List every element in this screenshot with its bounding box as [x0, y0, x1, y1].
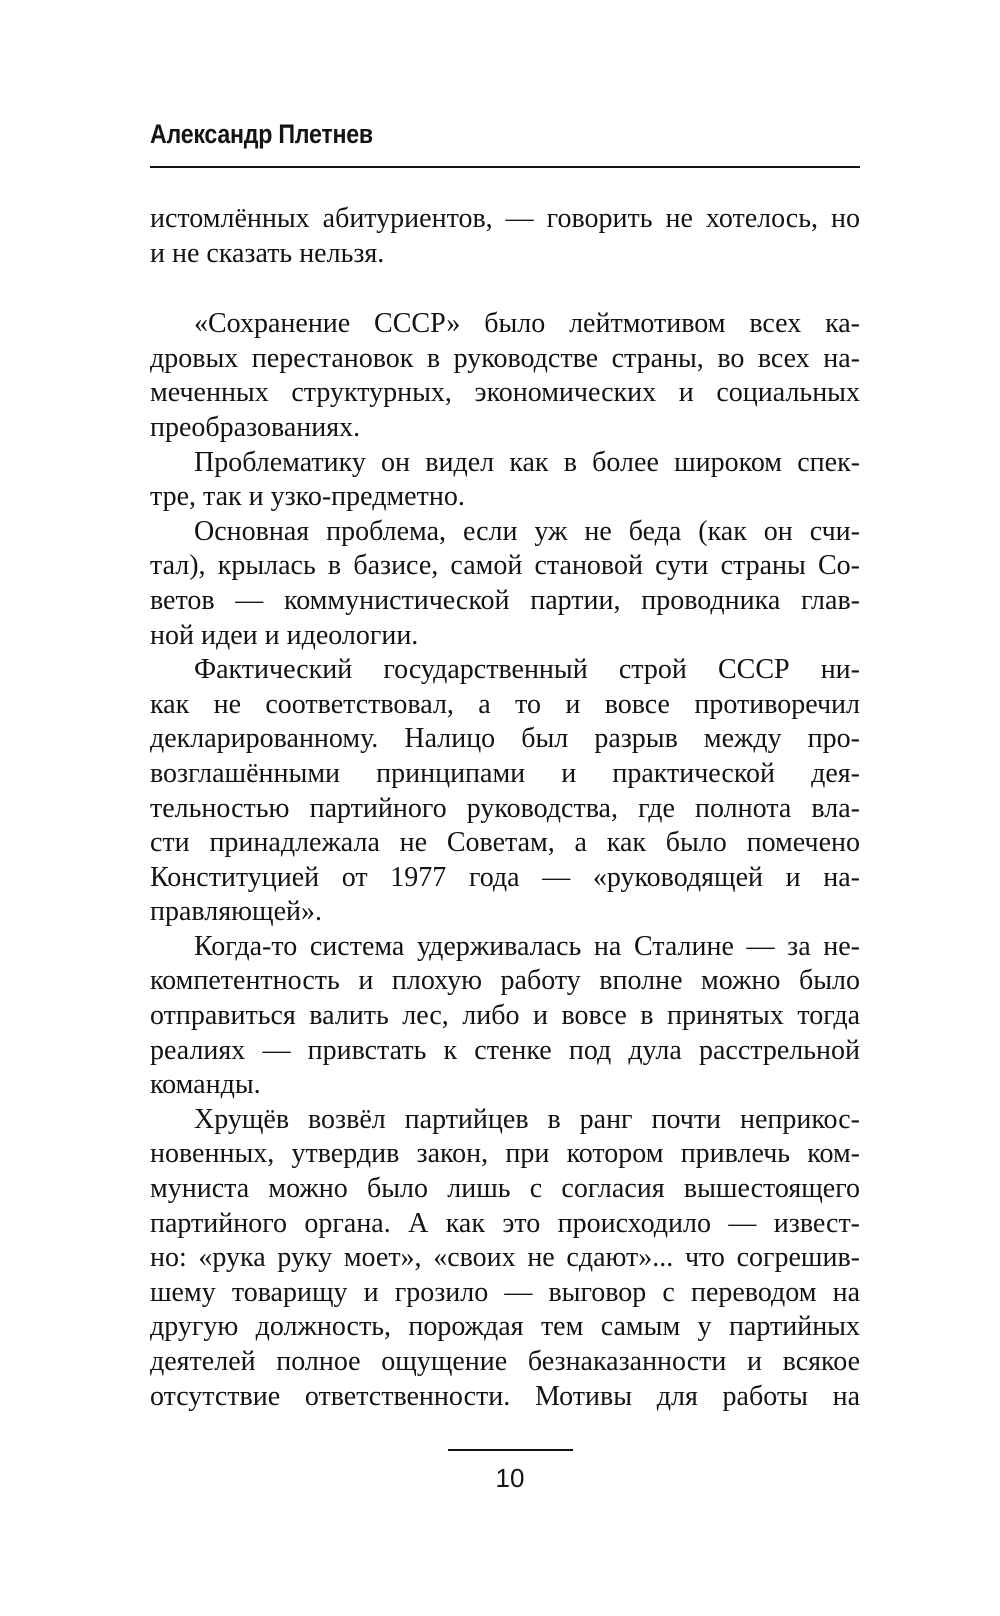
paragraph: [150, 307, 860, 445]
text-line: Фактический государственный строй СССР ни-: [194, 654, 860, 686]
text-line: тельностью партийного руководства, где полнота вла-: [150, 792, 860, 824]
paragraph: [150, 515, 860, 653]
text-line: как не соответствовал, а то и вовсе противоречил: [150, 688, 860, 720]
text-line: шему товарищу и грозило — выговор с переводом на: [150, 1276, 860, 1308]
footer-rule: [448, 1449, 573, 1451]
text-line: Проблематику он видел как в более широком спек-: [194, 446, 860, 478]
running-head: Александр Плетнев: [150, 119, 373, 149]
text-line: и не сказать нельзя.: [150, 237, 385, 269]
text-line: преобразованиях.: [150, 411, 361, 443]
paragraph: [150, 653, 860, 930]
header-rule: [150, 166, 860, 168]
text-line: правляющей».: [150, 896, 323, 928]
text-line: отправиться валить лес, либо и вовсе в принятых тогда: [150, 1000, 860, 1032]
text-line: другую должность, порождая тем самым у партийных: [150, 1311, 860, 1343]
text-line: дровых перестановок в руководстве страны, во всех на-: [150, 342, 860, 374]
text-line: тал), крылась в базисе, самой становой сути страны Со-: [150, 550, 860, 582]
text-line: новенных, утвердив закон, при котором привлечь ком-: [150, 1138, 860, 1170]
text-line: партийного органа. А как это происходило — извест-: [150, 1207, 860, 1239]
text-line: отсутствие ответственности. Мотивы для работы на: [150, 1380, 860, 1412]
text-line: ной идеи и идеологии.: [150, 619, 419, 651]
text-line: «Сохранение СССР» было лейтмотивом всех ка-: [194, 308, 860, 340]
text-line: тре, так и узко-предметно.: [150, 481, 465, 513]
text-line: ветов — коммунистической партии, проводника глав-: [150, 584, 860, 616]
paragraph: [150, 930, 860, 1103]
text-body: [150, 202, 860, 1414]
page-number: 10: [495, 1463, 525, 1493]
text-line: истомлённых абитуриентов, — говорить не хотелось, но: [150, 203, 860, 234]
paragraph: [150, 446, 860, 515]
text-line: Хрущёв возвёл партийцев в ранг почти неприкос-: [194, 1103, 860, 1135]
text-line: компетентность и плохую работу вполне можно было: [150, 965, 860, 997]
text-line: реалиях — привстать к стенке под дула расстрельной: [150, 1034, 860, 1066]
text-line: возглашёнными принципами и практической дея-: [150, 757, 860, 789]
text-line: декларированному. Налицо был разрыв между про-: [150, 723, 860, 755]
text-line: команды.: [150, 1069, 261, 1101]
paragraph: [150, 202, 860, 271]
text-line: Конституцией от 1977 года — «руководящей и на-: [150, 861, 860, 893]
paragraph: [150, 1103, 860, 1414]
paragraph-gap: [150, 271, 860, 307]
text-line: муниста можно было лишь с согласия вышестоящего: [150, 1173, 860, 1205]
text-line: Основная проблема, если уж не беда (как он счи-: [194, 515, 860, 547]
text-line: деятелей полное ощущение безнаказанности и всякое: [150, 1346, 860, 1377]
text-line: Когда-то система удерживалась на Сталине — за не-: [194, 930, 860, 962]
text-line: меченных структурных, экономических и социальных: [150, 377, 860, 409]
text-line: сти принадлежала не Советам, а как было помечено: [150, 827, 860, 859]
text-line: но: «рука руку моет», «своих не сдают»... что согрешив-: [150, 1242, 860, 1274]
